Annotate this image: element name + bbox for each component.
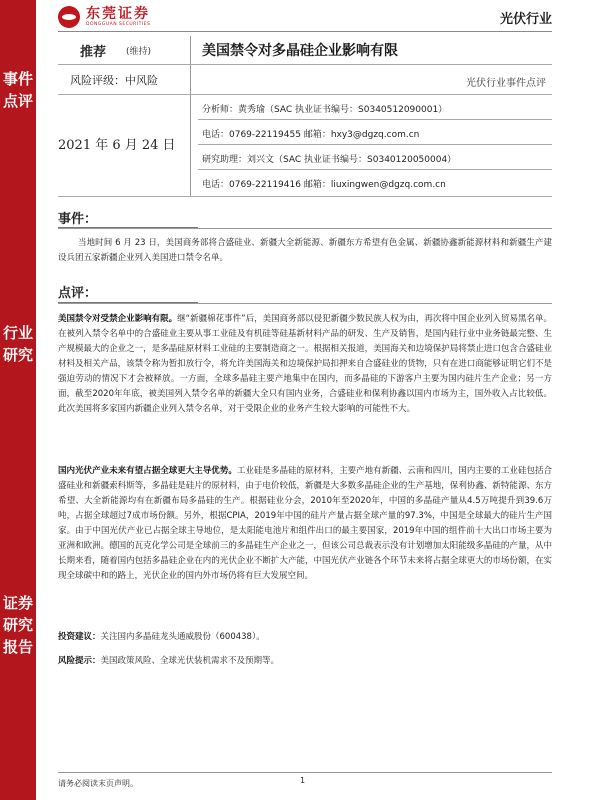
industry-label: 光伏行业	[499, 12, 552, 27]
report-date: 2021 年 6 月 24 日	[58, 138, 176, 153]
header-divider	[58, 31, 552, 32]
logo-cn-text: 东莞证券	[86, 6, 150, 22]
info-divider-2	[58, 94, 552, 95]
info-vertical-divider	[190, 36, 191, 196]
comment-section-rule	[58, 303, 552, 304]
event-section-rule	[58, 228, 552, 229]
info-divider-bottom	[58, 196, 552, 197]
page-number: 1	[300, 776, 306, 785]
risk-rating: 风险评级：中风险	[70, 74, 158, 87]
report-tag: 光伏行业事件点评	[466, 78, 546, 89]
comment-p1-text: 继“新疆棉花事件”后，美国商务部以侵犯新疆少数民族人权为由，再次将中国企业列入贸易黑名单。在被列入禁令名单中的合盛硅业主要从事工业硅及有机硅等硅基新材料产品的研发、生产及销售，是国内硅行业中业务链最完整、生产规模最大的企业之一，是多晶硅原材料工业硅的主要制造商之一。根据相关报道，美国海关和边境保护局将禁止进口包含合盛硅业材料及相关产品，该禁令称为暂扣放行令，将允许美国海关和边境保护局扣押来自合盛硅业的货物，只有在进口商能够证明它们不是强迫劳动的情况下才会被释放。一方面，全球多晶硅主要产地集中在国内，而多晶硅的下游客户主要为国内硅片生产企业；另一方面，截至2020年年底，被美国列入禁令名单的新疆大全只有国内业务，合盛硅业和保利协鑫以国内市场为主，国外收入占比较低。此次美国将多家国内新疆企业列入禁令名单，对于受限企业的业务产生较大影响的可能性不大。	[58, 314, 552, 414]
assistant-contact: 电话：0769-22119416 邮箱：liuxingwen@dgzq.com.cn	[202, 180, 446, 190]
comment-p2-lead: 国内光伏产业未来有望占据全球更大主导优势。	[58, 466, 237, 476]
comment-p1-lead: 美国禁令对受禁企业影响有限。	[58, 314, 178, 324]
footer-divider	[58, 772, 552, 773]
analyst-divider-3	[198, 169, 552, 170]
analyst-line: 分析师：黄秀瑜（SAC 执业证书编号：S0340512090001）	[202, 105, 448, 115]
analyst-divider-2	[198, 144, 552, 145]
comment-section-title: 点评：	[58, 286, 98, 301]
info-divider-1	[58, 64, 552, 65]
comment-paragraph-1	[58, 312, 552, 417]
assistant-line: 研究助理：刘兴文（SAC 执业证书编号：S0340120050004）	[202, 155, 457, 165]
analyst-contact: 电话：0769-22119455 邮箱：hxy3@dgzq.com.cn	[202, 130, 420, 140]
report-title: 美国禁令对多晶硅企业影响有限	[202, 43, 398, 59]
comment-p3-lead: 投资建议：	[58, 632, 101, 642]
recommendation: 推荐	[80, 45, 107, 60]
logo-en-text: DONGGUAN SECURITIES	[86, 22, 151, 27]
logo-mark-icon	[58, 6, 80, 28]
comment-paragraph-2	[58, 464, 552, 584]
sidebar-label-event-review: 事件点评	[2, 70, 33, 110]
footer-note: 请务必阅读末页声明。	[58, 779, 138, 788]
left-sidebar	[0, 0, 36, 800]
event-section-title: 事件：	[58, 212, 98, 227]
comment-p4-text: 美国政策风险、全球光伏装机需求不及预期等。	[100, 656, 280, 666]
company-logo	[58, 6, 150, 28]
comment-p2-text: 工业硅是多晶硅的原材料，主要产地有新疆、云南和四川，国内主要的工业硅包括合盛硅业和新疆索科斯等，多晶硅是硅片的原材料，由于电价较低，新疆是大多数多晶硅企业的生产基地，保利协鑫、新特能源、东方希望、大全新能源均有在新疆布局多晶硅的生产。根据硅业分会，2010年至2020年，中国的多晶硅产量从4.5万吨提升到39.6万吨，占据全球超过7成市场份额。另外，根据CPIA，2019年中国的硅片产量占据全球产量的97.3%，中国是全球最大的硅片生产国家。由于中国光伏产业已占据全球主导地位，是太阳能电池片和组件出口的最主要国家，2019年中国的组件前十大出口市场主要为亚洲和欧洲。德国的瓦克化学公司是全球前三的多晶硅生产企业之一，但该公司总裁表示没有计划增加太阳能级多晶硅的产量，从中长期来看，随着国内包括多晶硅企业在内的光伏企业不断扩大产能，中国光伏产业链各个环节未来将占据全球更大的市场份额，在实现全球碳中和的路上，光伏企业的国内外市场仍将有巨大发展空间。	[58, 466, 552, 581]
recommendation-sub: (维持)	[126, 47, 152, 57]
sidebar-label-securities-report: 证券研究报告	[2, 594, 33, 656]
comment-p4-lead: 风险提示：	[58, 656, 101, 666]
sidebar-label-industry-research: 行业研究	[2, 324, 33, 364]
comment-paragraph-3	[58, 630, 552, 645]
comment-p3-text: 关注国内多晶硅龙头通威股份（600438）。	[100, 632, 265, 642]
analyst-divider-1	[198, 119, 552, 120]
event-text: 当地时间 6 月 23 日，美国商务部将合盛硅业、新疆大全新能源、新疆东方希望有色金属、新疆协鑫新能源材料和新疆生产建设兵团五家新疆企业列入美国进口禁令名单。	[58, 238, 552, 263]
comment-paragraph-4	[58, 654, 552, 669]
